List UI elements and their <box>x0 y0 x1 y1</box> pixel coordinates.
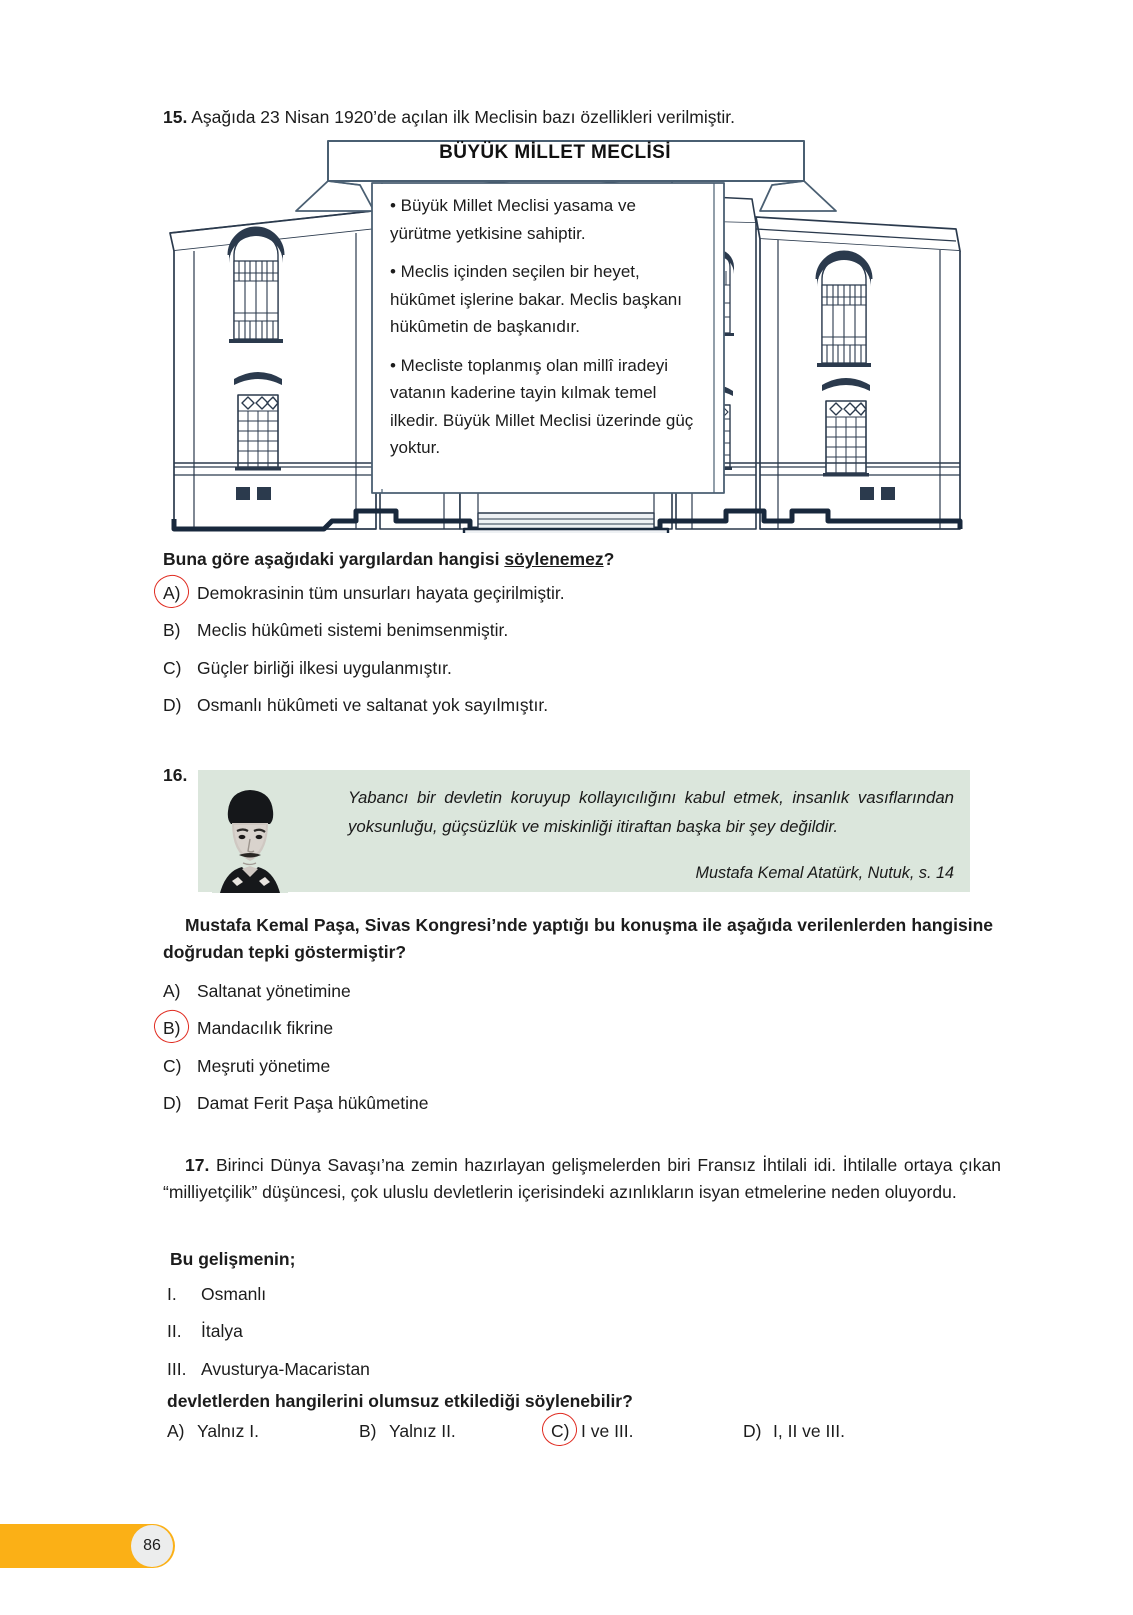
question-17-stem-text: Birinci Dünya Savaşı’na zemin hazırlayan gelişmelerden biri Fransız İhtilali idi. İhtilalle ortaya çıkan “milliyetçilik” düşüncesi, çok uluslu devletlerin içerisindeki azınlıkların isyan etmelerine neden oluyordu. <box>163 1155 1001 1203</box>
option-d[interactable] <box>743 1418 935 1444</box>
option-b[interactable] <box>163 1015 863 1041</box>
roman-text: İtalya <box>201 1321 243 1342</box>
option-d[interactable] <box>163 692 863 718</box>
question-15-stem <box>163 104 993 131</box>
option-text: Demokrasinin tüm unsurları hayata geçirilmiştir. <box>197 583 565 603</box>
option-letter: D) <box>163 1092 182 1113</box>
option-letter: B) <box>163 620 181 641</box>
option-a[interactable] <box>163 978 863 1004</box>
page-number: 86 <box>131 1525 173 1567</box>
option-text: I ve III. <box>581 1421 634 1441</box>
quote-source: Mustafa Kemal Atatürk, Nutuk, s. 14 <box>695 864 954 882</box>
meclis-bullet: • Büyük Millet Meclisi yasama ve yürütme yetkisine sahiptir. <box>390 196 636 243</box>
question-15-lead <box>163 546 993 573</box>
roman-item-1 <box>167 1281 867 1307</box>
question-15-lead-underlined: söylenemez <box>504 549 604 569</box>
option-letter: B) <box>163 1015 197 1041</box>
question-15-number: 15. <box>163 107 188 127</box>
roman-label: II. <box>167 1321 182 1342</box>
banner-title: BÜYÜK MİLLET MECLİSİ <box>439 142 671 163</box>
option-text: Mandacılık fikrine <box>197 1018 334 1039</box>
quote-text: Yabancı bir devletin koruyup kollayıcılığını kabul etmek, insanlık vasıflarından yoksunluğu, güçsüzlük ve miskinliği itiraftan başka bir şey değildir. <box>348 788 954 836</box>
option-b[interactable] <box>163 617 863 643</box>
question-16-options <box>163 978 863 1127</box>
option-c[interactable] <box>163 1053 863 1079</box>
option-letter: B) <box>359 1421 377 1441</box>
option-letter: C) <box>551 1418 581 1444</box>
ataturk-portrait-photo <box>212 781 288 893</box>
option-letter: A) <box>167 1421 185 1441</box>
roman-item-2 <box>167 1318 867 1344</box>
option-text: Osmanlı hükûmeti ve saltanat yok sayılmıştır. <box>197 694 549 715</box>
option-text: Meşruti yönetime <box>197 1055 331 1076</box>
roman-item-3 <box>167 1356 867 1382</box>
option-text: Damat Ferit Paşa hükûmetine <box>197 1092 429 1113</box>
option-letter: C) <box>163 1055 182 1076</box>
option-a[interactable] <box>163 580 863 606</box>
question-15-lead-suffix: ? <box>603 549 615 569</box>
option-letter: A) <box>163 580 197 606</box>
option-text: I, II ve III. <box>773 1421 845 1441</box>
option-letter: A) <box>163 981 181 1001</box>
option-c[interactable] <box>163 655 863 681</box>
option-letter: D) <box>743 1421 762 1441</box>
option-text: Saltanat yönetimine <box>197 981 351 1001</box>
option-a[interactable] <box>167 1418 359 1444</box>
option-text: Güçler birliği ilkesi uygulanmıştır. <box>197 657 452 678</box>
option-text: Yalnız II. <box>389 1421 456 1441</box>
question-17-roman-list <box>167 1281 867 1393</box>
option-letter: D) <box>163 694 182 715</box>
meclis-features-card <box>380 184 712 489</box>
option-b[interactable] <box>359 1418 551 1444</box>
question-16-number: 16. <box>163 765 188 785</box>
meclis-bullet: • Meclis içinden seçilen bir heyet, hükûmet işlerine bakar. Meclis başkanı hükûmetin de başkanıdır. <box>390 262 682 337</box>
roman-label: III. <box>167 1358 187 1379</box>
question-17-options <box>167 1418 1027 1444</box>
question-17-lead: devletlerden hangilerini olumsuz etkilediği söylenebilir? <box>167 1391 633 1411</box>
roman-text: Osmanlı <box>201 1284 267 1304</box>
option-c[interactable] <box>551 1418 743 1444</box>
question-17-number: 17. <box>185 1155 210 1175</box>
question-15-options <box>163 580 863 729</box>
question-17-subhead: Bu gelişmenin; <box>170 1249 296 1269</box>
option-text: Yalnız I. <box>197 1421 259 1441</box>
meclis-bullet: • Mecliste toplanmış olan millî iradeyi vatanın kaderine tayin kılmak temel ilkedir. Büyük Millet Meclisi üzerinde güç yoktur. <box>390 355 694 458</box>
option-d[interactable] <box>163 1090 863 1116</box>
question-15-stem-text: Aşağıda 23 Nisan 1920’de açılan ilk Meclisin bazı özellikleri verilmiştir. <box>191 107 735 127</box>
roman-label: I. <box>167 1284 177 1304</box>
roman-text: Avusturya-Macaristan <box>201 1358 370 1379</box>
ataturk-quote-box <box>198 770 970 892</box>
option-text: Meclis hükûmeti sistemi benimsenmiştir. <box>197 620 509 641</box>
question-15-lead-prefix: Buna göre aşağıdaki yargılardan hangisi <box>163 549 505 569</box>
question-16-lead: Mustafa Kemal Paşa, Sivas Kongresi’nde yaptığı bu konuşma ile aşağıda verilenlerden hangisine doğrudan tepki göstermiştir? <box>163 915 993 963</box>
question-17-stem <box>163 1152 1001 1206</box>
option-letter: C) <box>163 657 182 678</box>
